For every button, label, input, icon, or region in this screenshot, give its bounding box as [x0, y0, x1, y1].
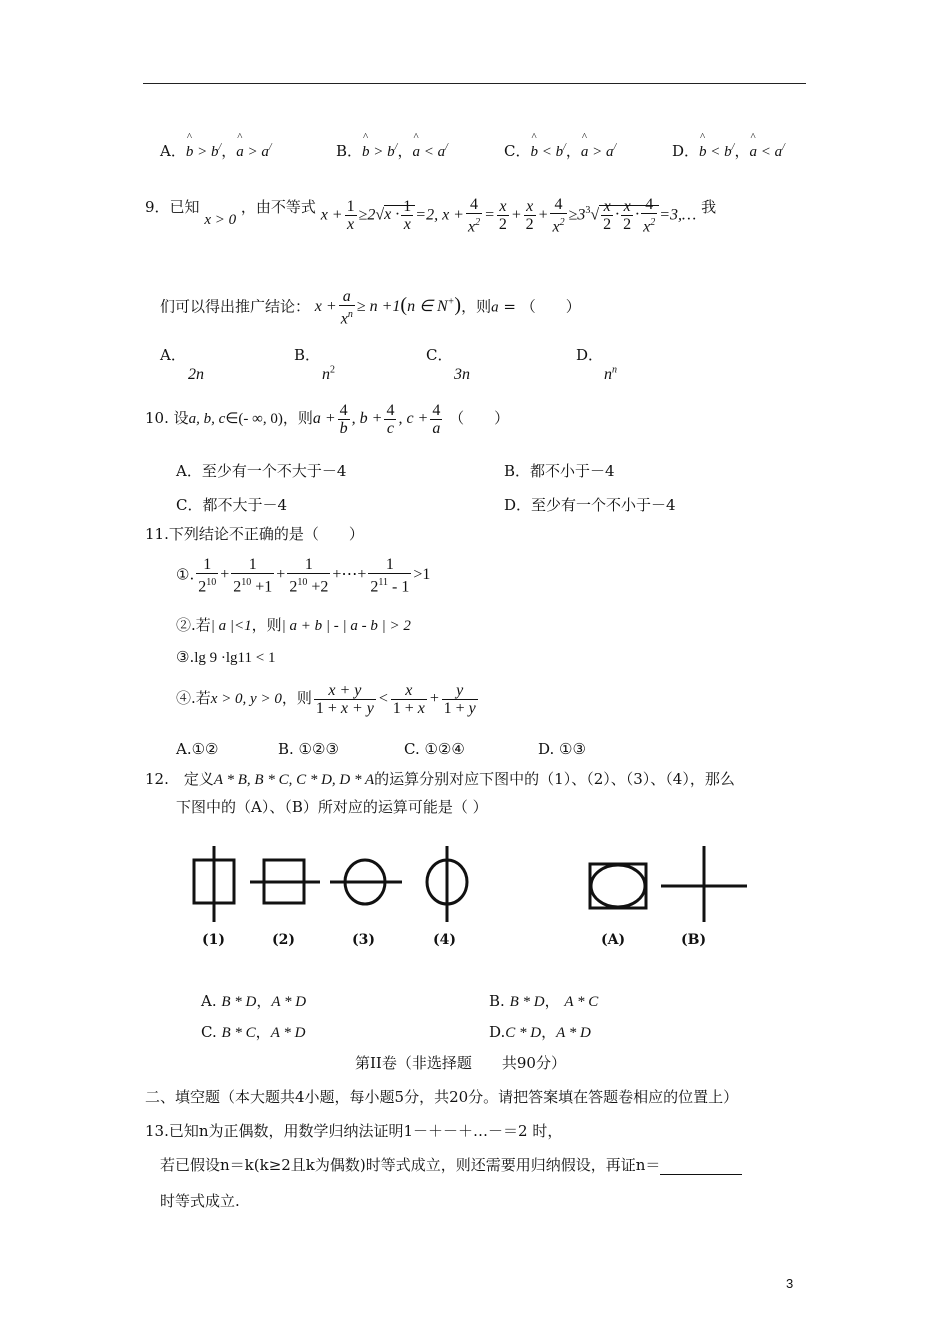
page-number: 3 [786, 1276, 794, 1291]
q11-option-c: C. ①②④ [404, 740, 465, 758]
fig-label-2: (2) [272, 932, 295, 948]
fig-label-3: (3) [352, 932, 375, 948]
q8-option-d: D．^ b < b/，^ a < a/ [672, 140, 785, 161]
q10-option-c: C．都不大于－4 [176, 496, 288, 514]
q9-option-a: A． 2n [160, 346, 204, 383]
q8-option-b: B．^ b > b/，^ a < a/ [336, 140, 448, 161]
q10-stem: 10. 设a, b, c∈(- ∞, 0)，则a + $\frac{4}{b}$ , b + $\frac{4}{c}$ , c + $\frac{4}{a}$ （ ） [145, 402, 510, 437]
section-fill-heading: 二、填空题（本大题共4小题，每小题5分，共20分。请把答案填在答题卷相应的位置上） [145, 1088, 739, 1106]
q10-option-a: A．至少有一个不大于－4 [176, 462, 347, 480]
q12-option-c: C. B * C，A * D [201, 1023, 306, 1041]
q12-stem: 12. 定义A * B, B * C, C * D, D * A的运算分别对应下图中的（1）、（2）、（3）、（4），那么 [145, 770, 735, 788]
q9-option-b: B． $n^2$ [294, 346, 335, 384]
q11-item-2: ②.若| a |<1，则| a + b | - | a - b | > 2 [176, 616, 411, 634]
section2-title: 第II卷（非选择题 共90分） [355, 1054, 566, 1072]
q11-stem: 11.下列结论不正确的是（ ） [145, 525, 364, 543]
fig-label-1: (1) [202, 932, 225, 948]
fig-label-b: (B) [681, 932, 707, 948]
q11-option-d: D. ①③ [538, 740, 586, 758]
q12-stem-line2: 下图中的（A）、（B）所对应的运算可能是（ ） [176, 798, 488, 816]
q12-figure-operations [180, 840, 480, 955]
q13-line3: 时等式成立. [160, 1192, 240, 1210]
q12-option-d: D.C * D，A * D [489, 1023, 591, 1041]
q8-option-c: C．^ b < b/，^ a > a/ [504, 140, 616, 161]
figA-ellipse [591, 865, 645, 907]
q9-line2: 们可以得出推广结论： x + $\frac{a}{x^n}$ ≥ n +1(n ∈ N+)，则a = （ ） [160, 288, 581, 328]
q8-option-a: A．^ b > b/，^ a > a/ [160, 142, 272, 160]
q9-line1: 9．已知 x > 0 ，由不等式 x + $\frac{1}{x}$ ≥2√x · $\frac{1}{x}$ =2, x + $\frac{4}{x^2}$ = $\frac{x}{2}$ + $\frac{x}{2}$ + $\frac{4}{x^2}$ $\ge 3^3√$ $\frac{x}{2}$ · $\frac{x}{2}$ · $\frac{4}{x^2}$ =3,… 我 [145, 196, 717, 236]
q10-option-b: B．都不小于－4 [504, 462, 615, 480]
q13-line2: 若已假设n＝k(k≥2且k为偶数)时等式成立，则还需要用归纳假设，再证n＝ [160, 1154, 742, 1175]
q9-option-c: C． 3n [426, 346, 470, 383]
q11-option-a: A.①② [176, 740, 219, 758]
q11-option-b: B. ①②③ [278, 740, 339, 758]
header-rule [143, 83, 806, 84]
q13-answer-blank[interactable] [660, 1160, 742, 1175]
q11-item-1: ①. $\frac{1}{2^{10}}$ + $\frac{1}{2^{10} +1}$ + $\frac{1}{2^{10} +2}$ +⋯+ $\frac{1}{2^{11} - 1}$ >1 [176, 556, 431, 596]
q11-item-3: ③.lg 9 ·lg11 < 1 [176, 648, 276, 666]
q8-options [160, 140, 272, 161]
q9-inequality-chain: x + $\frac{1}{x}$ ≥2√x · $\frac{1}{x}$ =2, x + $\frac{4}{x^2}$ = $\frac{x}{2}$ + $\frac{x}{2}$ + $\frac{4}{x^2}$ $\ge 3^3√$ $\frac{x}{2}$ · $\frac{x}{2}$ · $\frac{4}{x^2}$ =3,… [320, 196, 697, 236]
q9-option-d: D． $n^n$ [576, 346, 617, 384]
q10-option-d: D．至少有一个不小于－4 [504, 496, 676, 514]
q9-number: 9．已知 [145, 198, 200, 216]
q12-option-a: A. B * D，A * D [201, 992, 307, 1010]
fig-label-a: (A) [601, 932, 626, 948]
q13-line1: 13.已知n为正偶数，用数学归纳法证明1－＋－＋…－＝2 时， [145, 1122, 563, 1140]
q12-figure-targets [585, 840, 765, 955]
fig-label-4: (4) [433, 932, 456, 948]
q11-item-4: ④.若x > 0, y > 0，则 $\frac{x + y}{1 + x + y}$ < $\frac{x}{1 + x}$ + $\frac{y}{1 + y}$ [176, 682, 476, 717]
q12-option-b: B. B * D， A * C [489, 992, 599, 1010]
